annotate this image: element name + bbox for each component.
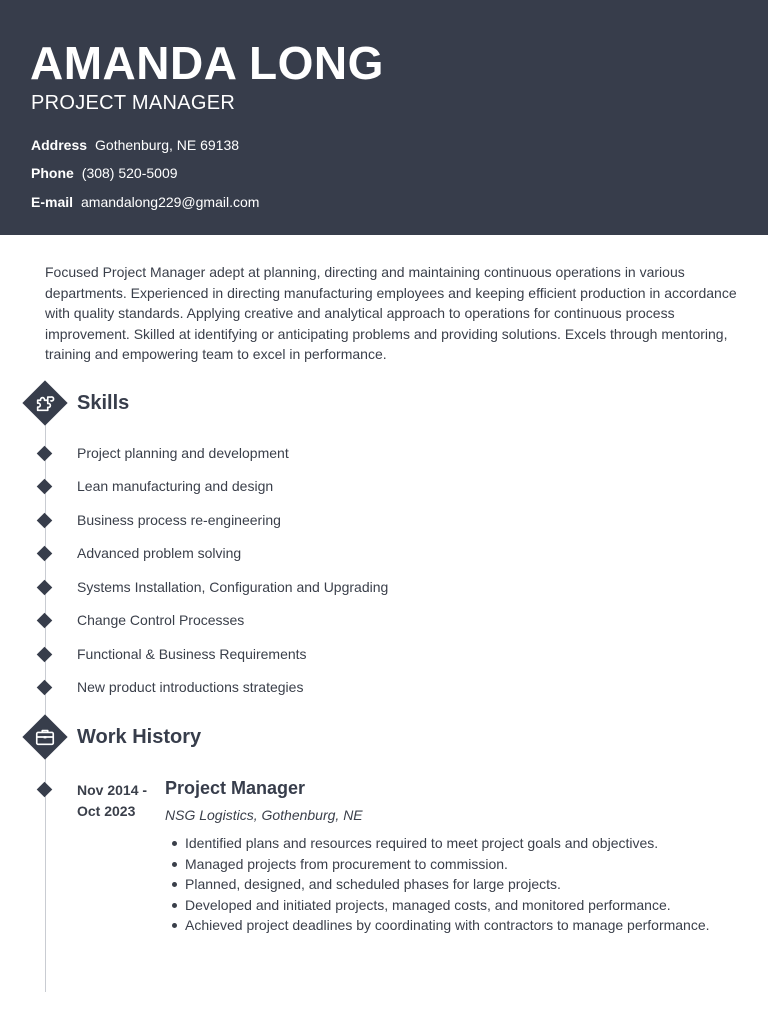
job-dates — [77, 780, 161, 822]
resume-header — [0, 0, 768, 235]
skill-bullet — [37, 479, 53, 495]
skill-item: Project planning and development — [77, 445, 289, 461]
skill-bullet — [37, 446, 53, 462]
briefcase-icon — [23, 715, 67, 759]
skill-item: Business process re-engineering — [77, 512, 281, 528]
address-label: Address — [31, 137, 88, 153]
skill-bullet — [37, 546, 53, 562]
skill-bullet — [37, 647, 53, 663]
skill-bullet — [37, 513, 53, 529]
skill-item: Change Control Processes — [77, 612, 245, 628]
job-bullet — [37, 782, 53, 798]
contact-address — [31, 137, 239, 153]
job-bullet-item: Planned, designed, and scheduled phases for large projects. — [185, 874, 725, 895]
phone-label: Phone — [31, 165, 74, 181]
skill-bullet — [37, 580, 53, 596]
work-history-heading: Work History — [77, 726, 202, 748]
email-label: E-mail — [31, 194, 74, 210]
skill-bullet — [37, 680, 53, 696]
job-bullet-item: Managed projects from procurement to commission. — [185, 854, 725, 875]
candidate-name: AMANDA LONG — [30, 37, 384, 89]
job-title: Project Manager — [165, 778, 306, 798]
skills-heading: Skills — [77, 392, 130, 414]
skill-item: New product introductions strategies — [77, 679, 304, 695]
skill-item: Systems Installation, Configuration and Upgrading — [77, 579, 389, 595]
job-bullet-item: Developed and initiated projects, managed costs, and monitored performance. — [185, 895, 725, 916]
address-value: Gothenburg, NE 69138 — [95, 137, 240, 153]
contact-email — [31, 194, 259, 210]
skill-item: Lean manufacturing and design — [77, 478, 274, 494]
puzzle-icon — [23, 381, 67, 425]
job-responsibilities — [185, 833, 725, 936]
skill-item: Functional & Business Requirements — [77, 646, 307, 662]
skill-bullet — [37, 613, 53, 629]
job-date-end: Oct 2023 — [77, 803, 136, 819]
job-bullet-item: Achieved project deadlines by coordinating with contractors to manage performance. — [185, 915, 725, 936]
professional-summary: Focused Project Manager adept at planning, directing and maintaining continuous operations in various departments. Experienced in directing manufacturing employees and keeping efficient production in accordance with quality standards. Applying creative and analytical approach to operations for continuous process improvement. Skilled at identifying or anticipating problems and providing solutions. Excels through mentoring, training and empowering team to excel in performance. — [45, 264, 737, 362]
job-date-start: Nov 2014 - — [77, 782, 148, 798]
candidate-title: PROJECT MANAGER — [31, 92, 236, 114]
phone-value: (308) 520-5009 — [81, 165, 178, 181]
job-company: NSG Logistics, Gothenburg, NE — [165, 807, 363, 823]
job-bullet-item: Identified plans and resources required to meet project goals and objectives. — [185, 833, 725, 854]
email-value: amandalong229@gmail.com — [81, 194, 260, 210]
skill-item: Advanced problem solving — [77, 545, 242, 561]
contact-phone — [31, 165, 178, 181]
